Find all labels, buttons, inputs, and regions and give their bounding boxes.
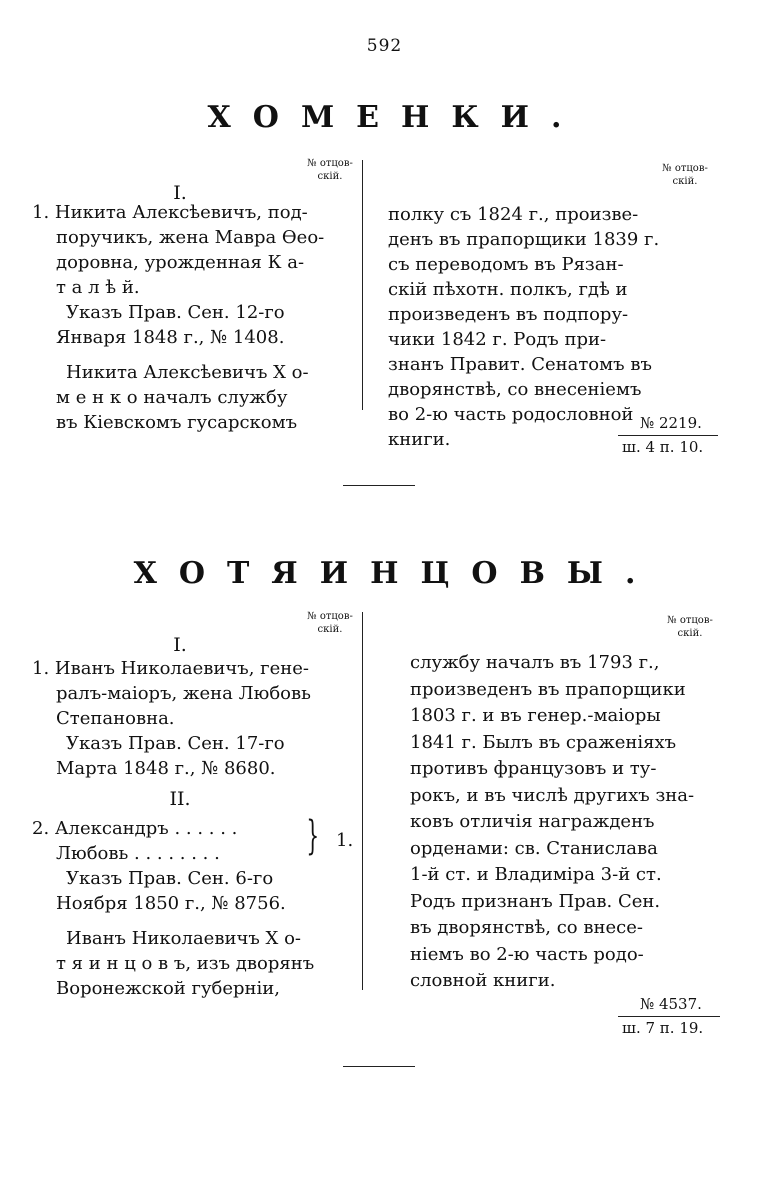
child-name: 2. Александръ . . . . . . <box>32 818 238 839</box>
text-line: Указъ Прав. Сен. 12-го <box>66 302 285 323</box>
archive-shelf: ш. 4 п. 10. <box>622 438 704 456</box>
text-line: Ноября 1850 г., № 8756. <box>56 893 286 914</box>
text-line: 1. Никита Алексѣевичъ, под- <box>32 202 308 223</box>
text-line: Марта 1848 г., № 8680. <box>56 758 276 779</box>
text-line: въ Кіевскомъ гусарскомъ <box>56 412 298 433</box>
text-line: словной книги. <box>410 970 556 991</box>
text-line: ковъ отличія награжденъ <box>410 811 655 832</box>
generation-roman-2: II. <box>169 788 191 810</box>
section-separator <box>343 1066 415 1067</box>
text-line: противъ французовъ и ту- <box>410 758 657 779</box>
section-title-khomenki: ХОМЕНКИ. <box>207 100 584 135</box>
text-line: ніемъ во 2-ю часть родо- <box>410 943 644 965</box>
text-line: доровна, урожденная К а- <box>56 252 305 273</box>
column-divider <box>362 160 363 410</box>
column-header-left: № отцов- скій. <box>307 158 353 182</box>
right-column-text <box>410 650 730 995</box>
text-line: въ дворянствѣ, со внесе- <box>410 917 643 938</box>
section-separator <box>343 485 415 486</box>
text-line: службу началъ въ 1793 г., <box>410 652 660 673</box>
text-line: чики 1842 г. Родъ при- <box>388 329 607 350</box>
text-line: Указъ Прав. Сен. 17-го <box>66 733 285 754</box>
text-line: Родъ признанъ Прав. Сен. <box>410 890 661 912</box>
archive-number: № 4537. <box>640 995 702 1013</box>
text-line: съ переводомъ въ Рязан- <box>388 254 624 275</box>
archive-shelf: ш. 7 п. 19. <box>622 1019 704 1037</box>
text-line: знанъ Правит. Сенатомъ въ <box>388 354 652 375</box>
text-line: Никита Алексѣевичъ Х о- <box>66 362 309 383</box>
text-line: книги. <box>388 429 451 450</box>
generation-roman: I. <box>173 634 187 656</box>
left-column-text-c <box>32 926 352 1001</box>
ref-rule <box>618 435 718 436</box>
left-column-text <box>32 200 352 435</box>
text-line: 1-й ст. и Владиміра 3-й ст. <box>410 864 662 885</box>
left-column-text-b <box>32 866 352 916</box>
column-header-right: № отцов- скій. <box>667 615 713 639</box>
children-ref: 1. <box>336 830 354 851</box>
text-line: т я и н ц о в ъ, изъ дворянъ <box>56 953 315 974</box>
section-title-khotyaintsovy: ХОТЯИНЦОВЫ. <box>133 556 658 591</box>
text-line: Января 1848 г., № 1408. <box>56 327 285 348</box>
generation-roman: I. <box>173 182 187 204</box>
ref-rule <box>618 1016 720 1017</box>
left-column-text <box>32 656 352 781</box>
text-line: ралъ-маіоръ, жена Любовь <box>56 683 311 704</box>
text-line: 1841 г. Былъ въ сраженіяхъ <box>410 731 677 753</box>
child-name: Любовь . . . . . . . . <box>56 843 220 864</box>
text-line: полку съ 1824 г., произве- <box>388 204 639 225</box>
text-line: Иванъ Николаевичъ Х о- <box>66 928 301 949</box>
column-header-right: № отцов- скій. <box>662 163 708 187</box>
text-line: Указъ Прав. Сен. 6-го <box>66 868 274 889</box>
text-line: рокъ, и въ числѣ другихъ зна- <box>410 784 695 806</box>
text-line: дворянствѣ, со внесеніемъ <box>388 379 642 400</box>
archive-number: № 2219. <box>640 414 702 432</box>
text-line: во 2-ю часть родословной <box>388 404 634 425</box>
text-line: 1. Иванъ Николаевичъ, гене- <box>32 658 309 679</box>
text-line: т а л ѣ й. <box>56 277 140 298</box>
text-line: Степановна. <box>56 708 175 729</box>
text-line: денъ въ прапорщики 1839 г. <box>388 229 660 250</box>
text-line: поручикъ, жена Мавра Ѳео- <box>56 227 325 248</box>
column-divider <box>362 612 363 990</box>
text-line: скій пѣхотн. полкъ, гдѣ и <box>388 279 628 300</box>
column-header-left: № отцов- скій. <box>307 611 353 635</box>
text-line: произведенъ въ прапорщики <box>410 678 686 700</box>
text-line: 1803 г. и въ генер.-маіоры <box>410 705 661 726</box>
text-line: м е н к о началъ службу <box>56 387 288 408</box>
text-line: орденами: св. Станислава <box>410 837 658 859</box>
page-number: 592 <box>366 36 403 56</box>
text-line: произведенъ въ подпору- <box>388 304 629 325</box>
text-line: Воронежской губерніи, <box>56 978 281 999</box>
children-list <box>32 813 322 866</box>
brace-icon: } <box>306 813 320 859</box>
